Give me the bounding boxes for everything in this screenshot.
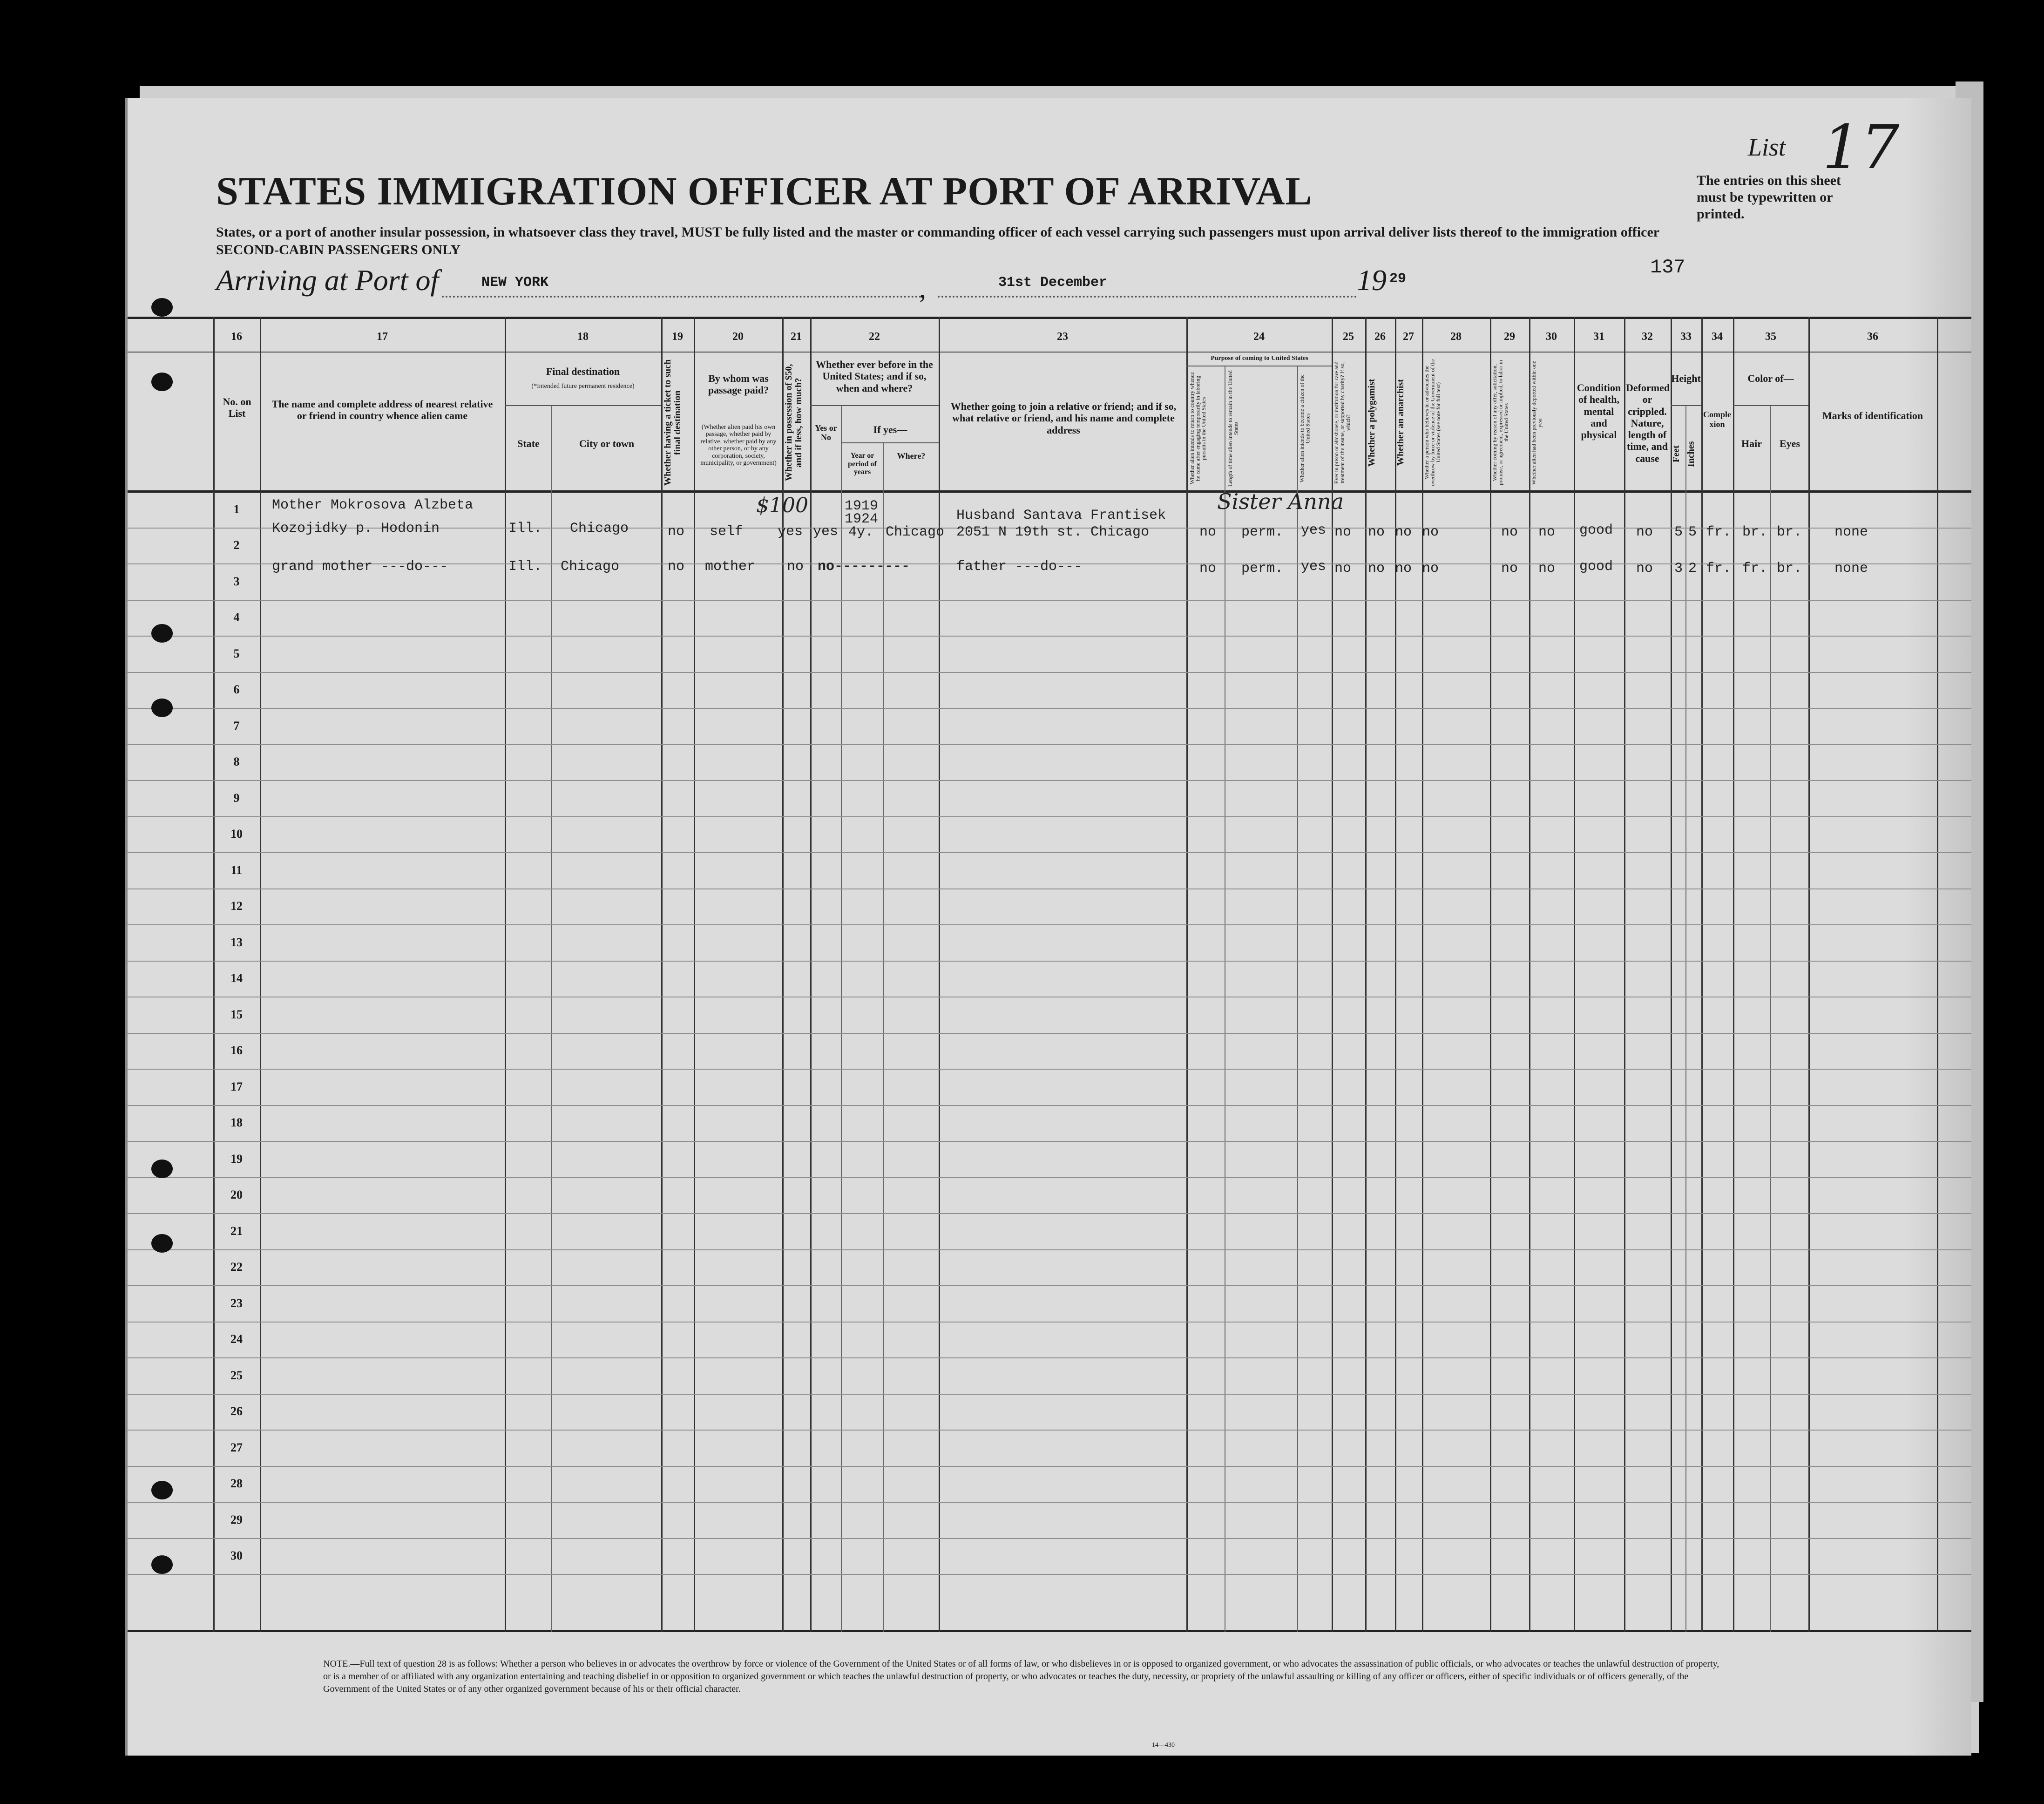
col-number: 22 — [869, 331, 880, 343]
header-feet: Feet — [1671, 445, 1681, 463]
row-number: 17 — [230, 1079, 243, 1093]
money-handwritten: $100 — [756, 494, 808, 517]
binder-hole — [151, 1555, 173, 1574]
money: yes — [778, 524, 803, 540]
eyes: br. — [1777, 561, 1802, 576]
col-number: 33 — [1680, 331, 1692, 343]
row-number: 9 — [233, 791, 240, 805]
subheader-rule — [505, 405, 661, 406]
row-rule — [128, 1249, 1971, 1250]
hair: br. — [1742, 524, 1768, 540]
col-line — [1671, 317, 1672, 1632]
col-number: 26 — [1374, 331, 1386, 343]
feet: 5 — [1674, 524, 1683, 540]
row-rule — [128, 1033, 1971, 1034]
header-if-yes: If yes— — [873, 424, 907, 435]
state: Ill. — [508, 559, 542, 575]
q29: no — [1501, 561, 1518, 576]
header-health: Condition of health, mental and physical — [1577, 382, 1621, 441]
col-line — [661, 317, 663, 1632]
row-number: 12 — [230, 899, 243, 913]
relative-line2: Kozojidky p. Hodonin — [272, 521, 440, 536]
col-line — [883, 442, 884, 1632]
port-line — [442, 296, 921, 298]
row-rule — [128, 1466, 1971, 1467]
col-line — [1422, 317, 1423, 1632]
col-line — [1701, 317, 1703, 1632]
complexion: fr. — [1706, 561, 1732, 576]
header-deformed: Deformed or crippled. Nature, length of time, and cause — [1626, 382, 1670, 464]
row-rule — [128, 600, 1971, 601]
form-number: 14—430 — [1152, 1742, 1175, 1749]
row-rule — [128, 1141, 1971, 1142]
join-line1: father ---do--- — [956, 559, 1083, 575]
col-number: 18 — [577, 331, 589, 343]
manifest-page — [125, 98, 1971, 1756]
ticket: no — [668, 559, 685, 575]
col-line — [1574, 317, 1575, 1632]
row-number: 2 — [233, 538, 240, 552]
join-line1: Husband Santava Frantisek — [956, 508, 1166, 523]
row-number: 30 — [230, 1549, 243, 1562]
table-bottom — [128, 1630, 1971, 1632]
header-q30: Whether alien had been previously deported within one year — [1530, 360, 1543, 485]
row-rule — [128, 852, 1971, 853]
header-yes-no: Yes or No — [815, 423, 837, 442]
deformed: no — [1636, 524, 1653, 540]
row-rule — [128, 672, 1971, 673]
date-line — [938, 296, 1357, 298]
year-prefix: 19 — [1357, 264, 1387, 297]
header-relative: The name and complete address of nearest relative or friend in country whence alien came — [271, 398, 493, 422]
anarchist: no — [1395, 524, 1412, 540]
row-number: 14 — [230, 971, 243, 985]
row-rule — [128, 780, 1971, 781]
prison: no — [1334, 561, 1352, 576]
port-value: NEW YORK — [481, 275, 549, 291]
polygamist: no — [1368, 524, 1385, 540]
col-line — [551, 405, 552, 1632]
row-number: 13 — [230, 935, 243, 949]
row-number: 15 — [230, 1007, 243, 1021]
col-number: 23 — [1057, 331, 1068, 343]
header-passage-note: (Whether alien paid his own passage, whether paid by relative, whether paid by any other person, or by any corporation, society, municipality, or government) — [700, 424, 777, 467]
subheader-rule — [810, 405, 939, 406]
col-number: 17 — [377, 331, 388, 343]
header-where: Where? — [897, 451, 926, 461]
row-rule — [128, 1394, 1971, 1395]
header-purpose: Purpose of coming to United States — [1211, 355, 1308, 362]
col-line — [1365, 317, 1367, 1632]
header-height: Height — [1671, 373, 1701, 384]
years-2: 1924 — [845, 511, 879, 527]
header-before-us: Whether ever before in the United States; and if so, when and where? — [816, 359, 933, 394]
years-1: 1919 — [845, 498, 879, 514]
header-passage-paid: By whom was passage paid? — [708, 373, 769, 396]
relative-line1: grand mother ---do--- — [272, 559, 448, 575]
row-number: 1 — [233, 502, 240, 516]
col-line — [1733, 317, 1734, 1632]
deformed: no — [1636, 561, 1653, 576]
paid-by: self — [710, 524, 744, 540]
length: perm. — [1241, 524, 1284, 540]
col-number: 30 — [1546, 331, 1557, 343]
header-polygamist: Whether a polygamist — [1367, 379, 1377, 467]
row-rule — [128, 1502, 1971, 1503]
entries-note: The entries on this sheet must be typewritten or printed. — [1697, 173, 1841, 222]
citizen: yes — [1301, 559, 1327, 575]
inches: 5 — [1688, 524, 1697, 540]
header-bottom — [128, 490, 1971, 493]
paid-by: mother — [705, 559, 756, 575]
eyes: br. — [1777, 524, 1802, 540]
q28: no — [1422, 524, 1439, 540]
binder-hole — [151, 1481, 173, 1499]
marks: none — [1834, 561, 1868, 576]
header-hair: Hair — [1741, 438, 1762, 449]
header-eyes: Eyes — [1780, 438, 1800, 449]
header-citizen: Whether alien intends to become a citizen of the United States — [1299, 374, 1311, 482]
join-line2: 2051 N 19th st. Chicago — [956, 524, 1150, 540]
comma: , — [919, 273, 926, 304]
subheader-rule — [1671, 405, 1701, 406]
col-line — [1186, 317, 1188, 1632]
header-final-destination-note: (*Intended future permanent residence) — [531, 383, 635, 390]
subheader-rule — [841, 442, 939, 443]
row-number: 28 — [230, 1477, 243, 1490]
col-line — [939, 317, 940, 1632]
page-title: STATES IMMIGRATION OFFICER AT PORT OF ARRIVAL — [216, 169, 1313, 213]
col-line — [694, 317, 695, 1632]
subheader-rule — [1733, 405, 1808, 406]
money: no — [787, 559, 804, 575]
col-line — [1770, 405, 1771, 1632]
row-number: 10 — [230, 827, 243, 841]
col-line — [1490, 317, 1491, 1632]
col-number: 25 — [1343, 331, 1354, 343]
row-rule — [128, 1069, 1971, 1070]
row-number: 7 — [233, 719, 240, 732]
prison: no — [1334, 524, 1352, 540]
binder-hole — [151, 373, 173, 391]
col-line — [1808, 317, 1810, 1632]
row-number: 23 — [230, 1296, 243, 1310]
col-line — [1624, 317, 1625, 1632]
table-top — [128, 317, 1971, 319]
col-line — [1685, 405, 1686, 1632]
row-rule — [128, 1105, 1971, 1106]
row-rule — [128, 1177, 1971, 1178]
binder-hole — [151, 298, 173, 317]
binder-hole — [151, 1234, 173, 1253]
year-suffix: 29 — [1389, 271, 1407, 287]
row-number: 20 — [230, 1188, 243, 1201]
col-number: 19 — [672, 331, 683, 343]
row-rule — [128, 1430, 1971, 1431]
col-number: 28 — [1450, 331, 1462, 343]
row-number: 6 — [233, 683, 240, 696]
col-line — [1297, 366, 1298, 1632]
header-year: Year or period of years — [848, 452, 877, 476]
header-city: City or town — [579, 438, 635, 449]
complexion: fr. — [1706, 524, 1732, 540]
col-number: 24 — [1253, 331, 1265, 343]
row-number: 25 — [230, 1368, 243, 1382]
header-color: Color of— — [1747, 373, 1794, 384]
city: Chicago — [570, 521, 629, 536]
feet: 3 — [1674, 561, 1683, 576]
col-number: 29 — [1504, 331, 1515, 343]
col-number: 27 — [1403, 331, 1414, 343]
row-number: 5 — [233, 646, 240, 660]
hair: fr. — [1742, 561, 1768, 576]
row-number: 24 — [230, 1332, 243, 1346]
list-number: 17 — [1822, 112, 1900, 183]
col-number: 21 — [791, 331, 802, 343]
header-return: Whether alien intends to return to country whence he came after engaging temporarily in laboring pursuits in the United States — [1189, 372, 1207, 485]
class-label: SECOND-CABIN PASSENGERS ONLY — [216, 242, 461, 258]
before-yes-no: yes — [813, 524, 839, 540]
col-number: 31 — [1593, 331, 1604, 343]
row-rule — [128, 816, 1971, 817]
row-rule — [128, 961, 1971, 962]
col-number: 36 — [1867, 331, 1878, 343]
col-line — [505, 317, 506, 1632]
row-number: 26 — [230, 1404, 243, 1418]
page-shadow — [1906, 98, 1971, 1756]
header-length: Length of time alien intends to remain in the United States — [1227, 370, 1239, 487]
state: Ill. — [508, 521, 542, 536]
stamp-number: 137 — [1650, 256, 1685, 278]
arriving-label: Arriving at Port of — [216, 264, 439, 297]
date-value: 31st December — [998, 275, 1108, 291]
row-number: 16 — [230, 1044, 243, 1057]
row-rule — [128, 1357, 1971, 1358]
header-complexion: Complexion — [1703, 410, 1731, 429]
polygamist: no — [1368, 561, 1385, 576]
anarchist: no — [1395, 561, 1412, 576]
inches: 2 — [1688, 561, 1697, 576]
col-number: 16 — [231, 331, 242, 343]
header-marks: Marks of identification — [1822, 410, 1923, 421]
col-number: 35 — [1765, 331, 1776, 343]
header-q29: Whether coming by reason of any offer, solicitation, promise, or agreement, expressed or implied, to labor in the United States — [1491, 360, 1510, 485]
row-number: 29 — [230, 1512, 243, 1526]
row-rule — [128, 888, 1971, 889]
before-yes-no: no--------- — [818, 559, 910, 575]
row-rule — [128, 1285, 1971, 1286]
q29: no — [1501, 524, 1518, 540]
col-line — [1395, 317, 1396, 1632]
col-line — [841, 405, 842, 1632]
header-ticket: Whether having a ticket to such final destination — [663, 359, 683, 486]
header-no-on-list: No. on List — [223, 396, 251, 420]
row-rule — [128, 744, 1971, 745]
marks: none — [1834, 524, 1868, 540]
subtitle: States, or a port of another insular possession, in whatsoever class they travel, MUST be fully listed and the master or commanding officer of each vessel carrying such passengers must upon arrival deliver lists thereof to the immigration officer — [216, 224, 1660, 240]
relative-line1: Mother Mokrosova Alzbeta — [272, 497, 474, 513]
col-number: 20 — [732, 331, 744, 343]
row-number: 27 — [230, 1440, 243, 1454]
row-rule — [128, 708, 1971, 709]
header-money: Whether in possession of $50, and if less, how much? — [784, 364, 804, 482]
col-line — [1529, 317, 1530, 1632]
row-rule — [128, 1538, 1971, 1539]
col-number: 34 — [1712, 331, 1723, 343]
binder-hole — [151, 699, 173, 717]
row-number: 4 — [233, 610, 240, 624]
row-number: 21 — [230, 1224, 243, 1238]
q30: no — [1538, 561, 1556, 576]
col-line — [213, 317, 215, 1632]
return: no — [1199, 561, 1217, 576]
footnote: NOTE.—Full text of question 28 is as follows: Whether a person who believes in or advocates the overthrow by force or violence of the Government of the United States or of all forms of law, or who disbelieves in or is opposed to organized government, or who advocates the assassination of public officials, or who advocates or teaches the unlawful destruction of property, or is a member of or affiliated with any organization entertaining and teaching disbelief in or opposition to organized government or which teaches the unlawful destruction of property, or who advocates or teaches the duty, necessity, or propriety of the unlawful assaulting or killing of any officer or officers, either of specific individuals or of officers generally, of the Government of the United States or of any other organized government because of his or their official character. — [323, 1659, 1719, 1694]
health: good — [1579, 522, 1613, 538]
row-number: 18 — [230, 1116, 243, 1129]
q28: no — [1422, 561, 1439, 576]
health: good — [1579, 559, 1613, 575]
header-state: State — [517, 438, 540, 449]
row-number: 3 — [233, 574, 240, 588]
years-3: 4y. — [848, 524, 874, 540]
join-handwritten: Sister Anna — [1217, 489, 1344, 514]
return: no — [1199, 524, 1217, 540]
binder-hole — [151, 624, 173, 643]
citizen: yes — [1301, 522, 1327, 538]
length: perm. — [1241, 561, 1284, 576]
where: Chicago — [886, 524, 945, 540]
header-prison: Ever in prison or almshouse, or institution for care and treatment of the insane, or supported by charity? If so, which? — [1333, 361, 1352, 484]
city: Chicago — [561, 559, 620, 575]
header-final-destination: Final destination — [546, 366, 620, 377]
header-anarchist: Whether an anarchist — [1395, 379, 1406, 466]
col-number-rule — [128, 352, 1971, 353]
row-rule — [128, 924, 1971, 925]
col-line — [260, 317, 261, 1632]
header-q28: Whether a person who believes in or advocates the overthrow by force or violence of the Government of the United States (see note for full text) — [1423, 359, 1442, 486]
col-line — [1937, 317, 1938, 1632]
row-number: 19 — [230, 1152, 243, 1166]
list-label: List — [1748, 133, 1786, 161]
header-join-relative: Whether going to join a relative or friend; and if so, what relative or friend, and his name and complete address — [950, 400, 1177, 436]
row-number: 11 — [230, 863, 243, 877]
header-inches: Inches — [1686, 441, 1696, 467]
col-line — [810, 317, 812, 1632]
row-rule — [128, 1574, 1971, 1575]
row-rule — [128, 636, 1971, 637]
binder-hole — [151, 1160, 173, 1178]
row-rule — [128, 1213, 1971, 1214]
ticket: no — [668, 524, 685, 540]
row-number: 8 — [233, 755, 240, 768]
row-number: 22 — [230, 1260, 243, 1274]
q30: no — [1538, 524, 1556, 540]
col-number: 32 — [1642, 331, 1653, 343]
